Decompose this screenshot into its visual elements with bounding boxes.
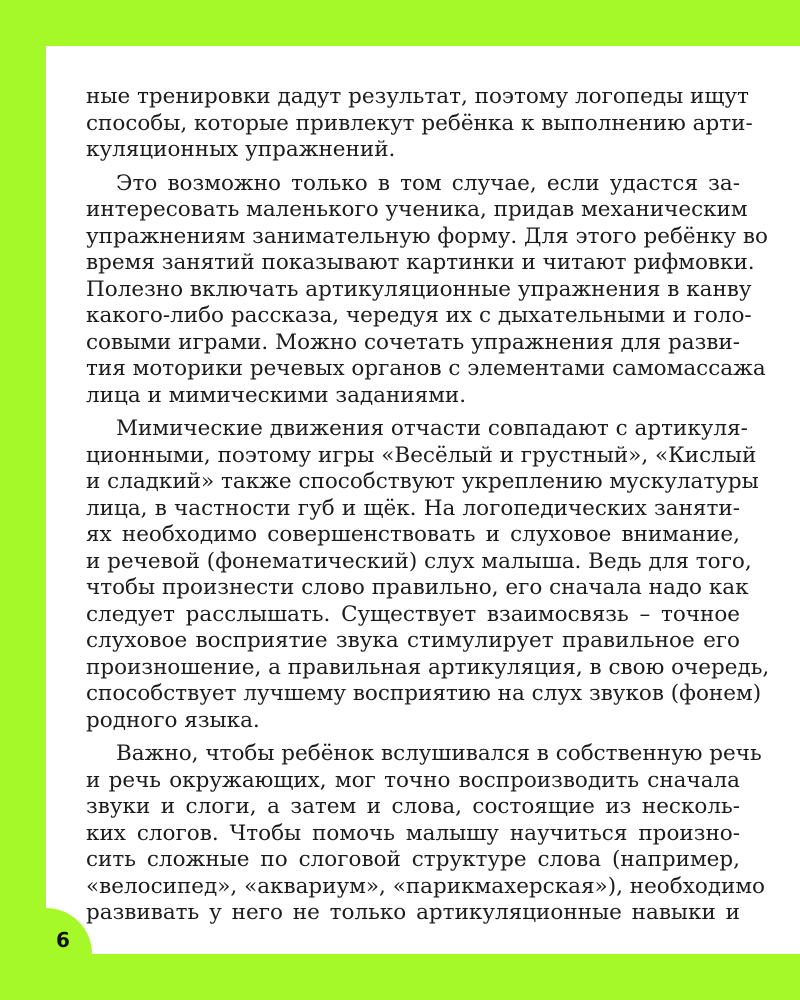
text-line: сить сложные по слоговой структуре слова (например, [86,847,740,872]
text-line: какого-либо рассказа, чередуя их с дыхательными и голо- [86,303,752,328]
paragraph-3 [86,416,770,734]
text-line: ях необходимо совершенствовать и слуховое внимание, [86,522,740,547]
text-line: и речевой (фонематический) слух малыша. Ведь для того, [86,548,752,574]
text-line: тия моторики речевых органов с элементами самомассажа [86,356,766,381]
text-line: слуховое восприятие звука стимулирует правильное его [86,628,740,653]
text-line: и сладкий» также способствуют укреплению мускулатуры [86,469,759,494]
text-line: произношение, а правильная артикуляция, в свою очередь, [86,654,770,680]
text-line: способы, которые привлекут ребёнка к выполнению арти- [86,110,753,136]
text-line: интересовать маленького ученика, придав механическим [86,197,748,222]
text-line: куляционных упражнений. [86,137,396,162]
paragraph-1 [86,84,753,164]
text-line: ные тренировки дадут результат, поэтому логопеды ищут [86,84,749,109]
body-text [86,84,770,934]
paragraph-4 [86,741,765,927]
text-line: «велосипед», «аквариум», «парикмахерская»), необходимо [86,873,765,899]
text-line: ционными, поэтому игры «Весёлый и грустный», «Кислый [86,442,757,468]
text-line: Важно, чтобы ребёнок вслушивался в собственную речь [116,741,762,766]
text-line: и речь окружающих, мог точно воспроизводить сначала [86,767,740,793]
text-line: родного языка. [86,707,260,733]
text-line: Полезно включать артикуляционные упражнения в канву [86,276,752,302]
text-line: звуки и слоги, а затем и слова, состоящие из несколь- [86,794,740,819]
text-line: время занятий показывают картинки и читают рифмовки. [86,250,755,275]
text-line: ких слогов. Чтобы помочь малышу научиться произно- [86,820,740,846]
paragraph-2 [86,170,768,410]
text-line: следует расслышать. Существует взаимосвязь – точное [86,601,740,627]
text-line: Мимические движения отчасти совпадают с артикуля- [116,416,748,441]
page-number: 6 [56,928,70,952]
text-line: совыми играми. Можно сочетать упражнения для разви- [86,329,740,355]
text-line: развивать у него не только артикуляционные навыки и [86,900,740,925]
text-line: лица и мимическими заданиями. [86,382,467,408]
text-line: способствует лучшему восприятию на слух звуков (фонем) [86,681,762,706]
text-line: Это возможно только в том случае, если удастся за- [116,170,740,196]
text-line: упражнениям занимательную форму. Для этого ребёнку во [86,223,768,249]
text-line: чтобы произнести слово правильно, его сначала надо как [86,575,749,600]
text-line: лица, в частности губ и щёк. На логопедических заняти- [86,495,740,521]
